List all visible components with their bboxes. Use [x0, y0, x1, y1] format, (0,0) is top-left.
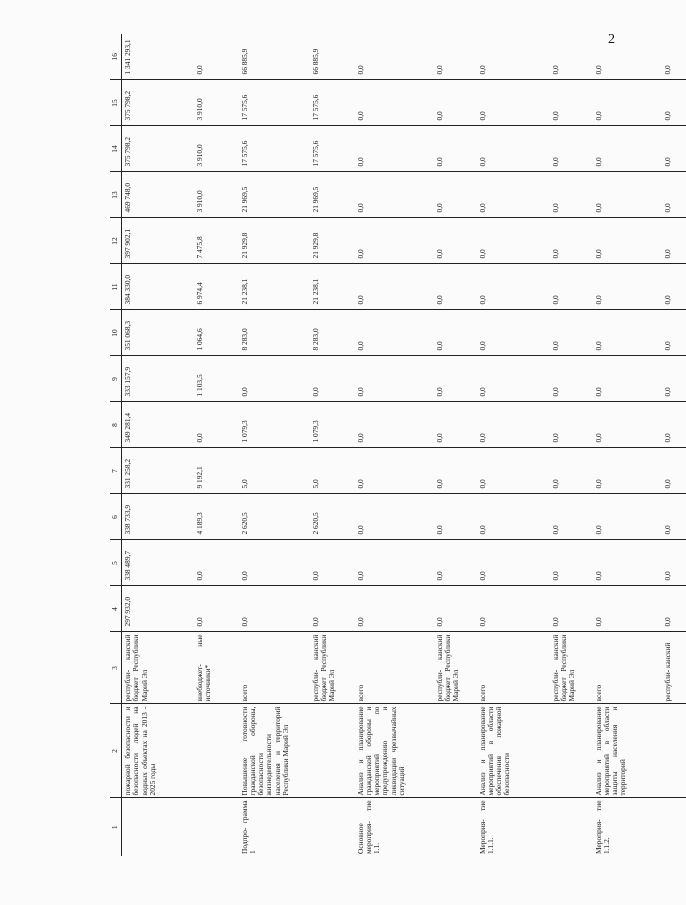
row-code-cell — [122, 798, 194, 856]
value-cell-col-6: 0,0 — [550, 494, 592, 540]
value-cell-col-16: 0,0 — [194, 34, 238, 80]
value-cell-col-11: 0,0 — [592, 264, 662, 310]
value-cell-col-13: 0,0 — [592, 172, 662, 218]
value-cell-col-7: 0,0 — [434, 448, 476, 494]
value-cell-col-12: 7 475,8 — [194, 218, 238, 264]
value-cell-col-7: 0,0 — [476, 448, 550, 494]
row-code-cell: Основное мероприя- тие 1.1. — [355, 800, 382, 854]
value-cell-col-8: 0,0 — [434, 402, 476, 448]
row-code-cell — [550, 798, 592, 856]
value-cell-col-6: 4 189,3 — [194, 494, 238, 540]
funding-source-cell: республи- канский бюджет Республики Марий Эл — [434, 632, 476, 704]
value-cell-col-8: 0,0 — [194, 402, 238, 448]
value-cell-col-5: 0,0 — [662, 540, 686, 586]
page-number: 2 — [608, 32, 615, 47]
funding-source-cell: всего — [354, 632, 434, 704]
value-cell-col-10: 0,0 — [354, 310, 434, 356]
value-cell-col-15: 17 575,6 — [238, 80, 310, 126]
value-cell-col-15: 0,0 — [592, 80, 662, 126]
value-cell-col-4: 0,0 — [476, 586, 550, 632]
header-row — [110, 34, 122, 856]
value-cell-col-13: 3 910,0 — [194, 172, 238, 218]
value-cell-col-15: 375 798,2 — [122, 80, 194, 126]
table-row — [592, 34, 662, 856]
column-header-2: 2 — [110, 704, 122, 798]
value-cell-col-5: 0,0 — [310, 540, 354, 586]
value-cell-col-13: 0,0 — [354, 172, 434, 218]
value-cell-col-8: 349 281,4 — [122, 402, 194, 448]
value-cell-col-8: 0,0 — [550, 402, 592, 448]
table-body — [122, 34, 686, 856]
value-cell-col-11: 0,0 — [354, 264, 434, 310]
rotated-budget-table-container — [110, 36, 672, 856]
value-cell-col-15: 0,0 — [476, 80, 550, 126]
value-cell-col-10: 1 064,6 — [194, 310, 238, 356]
value-cell-col-12: 0,0 — [592, 218, 662, 264]
row-name-cell — [550, 704, 592, 798]
table-row — [238, 34, 310, 856]
value-cell-col-8: 1 079,3 — [310, 402, 354, 448]
value-cell-col-4: 0,0 — [310, 586, 354, 632]
table-row — [550, 34, 592, 856]
value-cell-col-12: 0,0 — [354, 218, 434, 264]
value-cell-col-10: 0,0 — [550, 310, 592, 356]
value-cell-col-16: 0,0 — [476, 34, 550, 80]
value-cell-col-16: 66 885,9 — [310, 34, 354, 80]
row-code-cell: Подпро- грамма 1 — [239, 800, 257, 854]
table-row — [194, 34, 238, 856]
value-cell-col-14: 0,0 — [662, 126, 686, 172]
value-cell-col-6: 0,0 — [476, 494, 550, 540]
value-cell-col-14: 17 575,6 — [238, 126, 310, 172]
value-cell-col-7: 5,0 — [238, 448, 310, 494]
column-header-14: 14 — [110, 126, 122, 172]
row-code-cell — [194, 798, 238, 856]
value-cell-col-11: 0,0 — [476, 264, 550, 310]
value-cell-col-12: 397 902,1 — [122, 218, 194, 264]
table-row — [476, 34, 550, 856]
value-cell-col-13: 469 748,0 — [122, 172, 194, 218]
value-cell-col-14: 0,0 — [354, 126, 434, 172]
value-cell-col-15: 0,0 — [662, 80, 686, 126]
column-header-6: 6 — [110, 494, 122, 540]
value-cell-col-7: 0,0 — [550, 448, 592, 494]
table-row — [310, 34, 354, 856]
value-cell-col-9: 0,0 — [662, 356, 686, 402]
value-cell-col-14: 0,0 — [476, 126, 550, 172]
value-cell-col-8: 0,0 — [476, 402, 550, 448]
value-cell-col-9: 0,0 — [476, 356, 550, 402]
table-row — [354, 34, 434, 856]
row-name-cell: Анализ и планирование мероприятий в области обеспечения пожарной безопасности — [476, 704, 550, 798]
value-cell-col-7: 5,0 — [310, 448, 354, 494]
value-cell-col-4: 0,0 — [194, 586, 238, 632]
row-code-cell: Мероприя- тие 1.1.2. — [593, 800, 611, 854]
column-header-13: 13 — [110, 172, 122, 218]
row-code-cell — [434, 798, 476, 856]
value-cell-col-11: 0,0 — [550, 264, 592, 310]
row-name-cell — [310, 704, 354, 798]
value-cell-col-16: 1 341 293,1 — [122, 34, 194, 80]
value-cell-col-16: 0,0 — [550, 34, 592, 80]
column-header-10: 10 — [110, 310, 122, 356]
value-cell-col-14: 0,0 — [592, 126, 662, 172]
value-cell-col-13: 0,0 — [476, 172, 550, 218]
row-name-cell — [194, 704, 238, 798]
value-cell-col-16: 0,0 — [434, 34, 476, 80]
value-cell-col-8: 0,0 — [354, 402, 434, 448]
value-cell-col-12: 21 929,8 — [310, 218, 354, 264]
value-cell-col-10: 0,0 — [434, 310, 476, 356]
value-cell-col-15: 0,0 — [434, 80, 476, 126]
value-cell-col-11: 384 330,0 — [122, 264, 194, 310]
value-cell-col-8: 1 079,3 — [238, 402, 310, 448]
value-cell-col-13: 21 969,5 — [238, 172, 310, 218]
value-cell-col-9: 0,0 — [238, 356, 310, 402]
value-cell-col-10: 8 283,0 — [310, 310, 354, 356]
value-cell-col-6: 0,0 — [592, 494, 662, 540]
value-cell-col-12: 0,0 — [476, 218, 550, 264]
value-cell-col-6: 2 620,5 — [238, 494, 310, 540]
table-row — [122, 34, 194, 856]
value-cell-col-11: 6 974,4 — [194, 264, 238, 310]
row-code-cell — [310, 798, 354, 856]
value-cell-col-12: 0,0 — [550, 218, 592, 264]
value-cell-col-4: 0,0 — [434, 586, 476, 632]
column-header-3: 3 — [110, 632, 122, 704]
value-cell-col-14: 0,0 — [434, 126, 476, 172]
value-cell-col-10: 8 283,0 — [238, 310, 310, 356]
value-cell-col-10: 0,0 — [476, 310, 550, 356]
funding-source-cell: республи- канский бюджет Республики Марий Эл — [550, 632, 592, 704]
value-cell-col-7: 0,0 — [662, 448, 686, 494]
value-cell-col-16: 66 885,9 — [238, 34, 310, 80]
value-cell-col-13: 0,0 — [662, 172, 686, 218]
value-cell-col-5: 0,0 — [592, 540, 662, 586]
value-cell-col-5: 0,0 — [550, 540, 592, 586]
column-header-16: 16 — [110, 34, 122, 80]
value-cell-col-8: 0,0 — [662, 402, 686, 448]
value-cell-col-9: 0,0 — [354, 356, 434, 402]
value-cell-col-4: 0,0 — [592, 586, 662, 632]
row-code-cell — [662, 798, 686, 856]
value-cell-col-9: 0,0 — [592, 356, 662, 402]
value-cell-col-9: 0,0 — [434, 356, 476, 402]
value-cell-col-12: 0,0 — [662, 218, 686, 264]
value-cell-col-5: 0,0 — [476, 540, 550, 586]
value-cell-col-4: 0,0 — [354, 586, 434, 632]
value-cell-col-6: 338 733,9 — [122, 494, 194, 540]
row-name-cell: Повышение готовности гражданской обороны, безопасности жизнедеятельности населения и территорий Республики Марий Эл — [238, 704, 310, 798]
value-cell-col-14: 17 575,6 — [310, 126, 354, 172]
column-header-1: 1 — [110, 798, 122, 856]
value-cell-col-9: 0,0 — [310, 356, 354, 402]
value-cell-col-7: 331 258,2 — [122, 448, 194, 494]
row-name-cell — [662, 704, 686, 798]
value-cell-col-5: 0,0 — [354, 540, 434, 586]
value-cell-col-5: 0,0 — [434, 540, 476, 586]
value-cell-col-7: 9 192,1 — [194, 448, 238, 494]
column-header-12: 12 — [110, 218, 122, 264]
value-cell-col-16: 0,0 — [354, 34, 434, 80]
column-header-9: 9 — [110, 356, 122, 402]
value-cell-col-11: 21 238,1 — [310, 264, 354, 310]
funding-source-cell: всего — [476, 632, 550, 704]
column-header-15: 15 — [110, 80, 122, 126]
value-cell-col-8: 0,0 — [592, 402, 662, 448]
row-name-cell — [434, 704, 476, 798]
budget-table — [110, 34, 686, 856]
value-cell-col-4: 0,0 — [550, 586, 592, 632]
row-code-cell: Мероприя- тие 1.1.1. — [477, 800, 495, 854]
value-cell-col-6: 0,0 — [354, 494, 434, 540]
value-cell-col-5: 0,0 — [194, 540, 238, 586]
value-cell-col-5: 0,0 — [238, 540, 310, 586]
value-cell-col-11: 0,0 — [662, 264, 686, 310]
funding-source-cell: всего — [238, 632, 310, 704]
value-cell-col-7: 0,0 — [354, 448, 434, 494]
value-cell-col-9: 333 157,9 — [122, 356, 194, 402]
value-cell-col-14: 3 910,0 — [194, 126, 238, 172]
funding-source-cell: республи- канский бюджет Республики Марий Эл — [310, 632, 354, 704]
column-header-7: 7 — [110, 448, 122, 494]
value-cell-col-13: 21 969,5 — [310, 172, 354, 218]
value-cell-col-5: 338 489,7 — [122, 540, 194, 586]
value-cell-col-9: 0,0 — [550, 356, 592, 402]
table-row — [434, 34, 476, 856]
value-cell-col-11: 0,0 — [434, 264, 476, 310]
column-header-5: 5 — [110, 540, 122, 586]
row-name-cell: пожарной безопасности и безопасности людей на водных объектах на 2013 - 2025 годы — [122, 704, 194, 798]
value-cell-col-12: 21 929,8 — [238, 218, 310, 264]
value-cell-col-15: 3 910,0 — [194, 80, 238, 126]
value-cell-col-4: 0,0 — [662, 586, 686, 632]
value-cell-col-7: 0,0 — [592, 448, 662, 494]
value-cell-col-6: 2 620,5 — [310, 494, 354, 540]
value-cell-col-15: 0,0 — [354, 80, 434, 126]
value-cell-col-9: 1 103,5 — [194, 356, 238, 402]
value-cell-col-6: 0,0 — [662, 494, 686, 540]
table-row — [662, 34, 686, 856]
value-cell-col-10: 351 068,3 — [122, 310, 194, 356]
row-name-cell: Анализ и планирование мероприятий в области защиты населения и территорий — [592, 704, 662, 798]
funding-source-cell: республи- канский — [662, 632, 686, 704]
value-cell-col-12: 0,0 — [434, 218, 476, 264]
value-cell-col-13: 0,0 — [434, 172, 476, 218]
value-cell-col-10: 0,0 — [592, 310, 662, 356]
funding-source-cell: внебюджет- ные источники* — [194, 632, 238, 704]
value-cell-col-11: 21 238,1 — [238, 264, 310, 310]
value-cell-col-6: 0,0 — [434, 494, 476, 540]
funding-source-cell: всего — [592, 632, 662, 704]
column-header-4: 4 — [110, 586, 122, 632]
value-cell-col-14: 0,0 — [550, 126, 592, 172]
value-cell-col-10: 0,0 — [662, 310, 686, 356]
row-name-cell: Анализ и планирование гражданской обороны и мероприятий по предупреждению и ликвидации чрезвычайных ситуаций — [354, 704, 434, 798]
value-cell-col-4: 0,0 — [238, 586, 310, 632]
value-cell-col-16: 0,0 — [662, 34, 686, 80]
table-header — [110, 34, 122, 856]
value-cell-col-16: 0,0 — [592, 34, 662, 80]
value-cell-col-13: 0,0 — [550, 172, 592, 218]
value-cell-col-15: 0,0 — [550, 80, 592, 126]
value-cell-col-15: 17 575,6 — [310, 80, 354, 126]
value-cell-col-4: 297 932,0 — [122, 586, 194, 632]
value-cell-col-14: 375 798,2 — [122, 126, 194, 172]
column-header-11: 11 — [110, 264, 122, 310]
column-header-8: 8 — [110, 402, 122, 448]
funding-source-cell: республи- канский бюджет Республики Марий Эл — [122, 632, 194, 704]
